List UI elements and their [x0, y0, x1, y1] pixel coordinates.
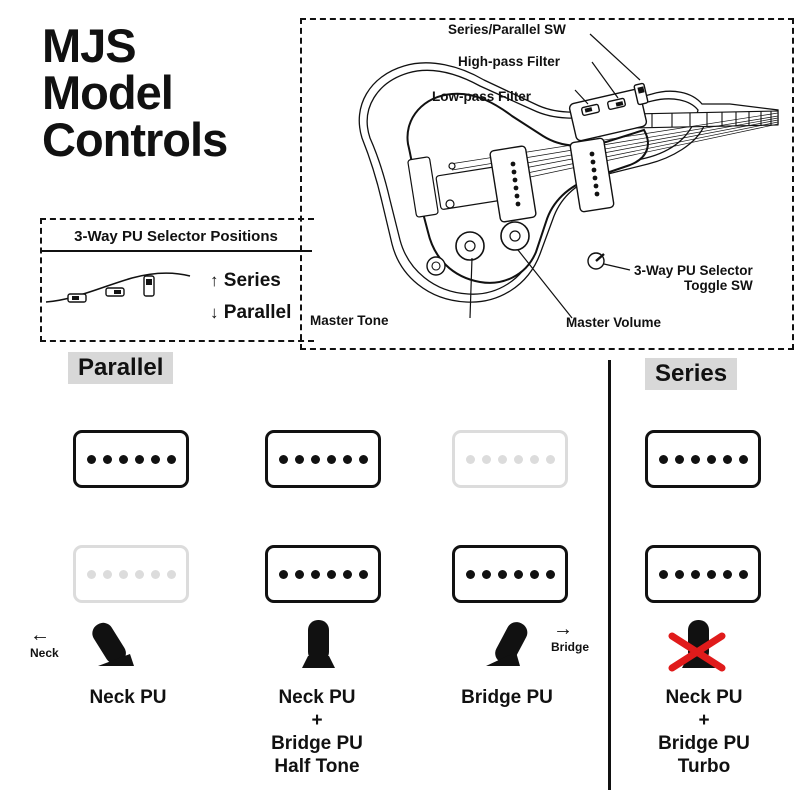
callout-series-parallel-sw: Series/Parallel SW — [448, 22, 566, 37]
legend-series-label: Series — [223, 270, 281, 291]
col-series-turbo-label-line-3: Bridge PU — [658, 733, 750, 754]
pickup-pole — [530, 570, 539, 579]
pickup-pole — [546, 570, 555, 579]
col-series-turbo-neck-pickup — [645, 430, 761, 488]
pickup-pole — [707, 455, 716, 464]
pickup-pole — [343, 455, 352, 464]
callout-low-pass-filter: Low-pass Filter — [432, 89, 532, 104]
pickup-pole — [498, 570, 507, 579]
callout-master-tone: Master Tone — [310, 313, 389, 328]
callout-three-way-selector-line-2: Toggle SW — [684, 278, 753, 293]
legend-underline — [40, 250, 312, 252]
pickup-pole — [119, 455, 128, 464]
pickup-pole — [151, 570, 160, 579]
col-neck-pu-switch-icon — [68, 618, 188, 680]
pickup-pole — [119, 570, 128, 579]
pickup-pole — [167, 455, 176, 464]
col-neck-pu-side-arrow — [30, 624, 50, 647]
callout-three-way-selector-line-1: 3-Way PU Selector — [634, 263, 753, 278]
pickup-pole — [295, 570, 304, 579]
pickup-pole — [659, 455, 668, 464]
pickup-pole — [103, 455, 112, 464]
pickup-pole — [482, 570, 491, 579]
col-series-turbo-label-line-4: Turbo — [677, 756, 731, 777]
col-bridge-pu-side-label: Bridge — [551, 640, 590, 654]
section-divider — [608, 360, 611, 790]
col-neck-pu-side-label: Neck — [30, 646, 59, 660]
col-half-tone-label-line-4: Half Tone — [274, 756, 360, 777]
pickup-pole — [279, 455, 288, 464]
legend-switch-diagram — [44, 262, 204, 322]
col-half-tone-label-line-3: Bridge PU — [271, 733, 363, 754]
col-half-tone-bridge-pickup — [265, 545, 381, 603]
col-half-tone-neck-pickup — [265, 430, 381, 488]
callout-high-pass-filter: High-pass Filter — [458, 54, 561, 69]
col-bridge-pu-bridge-pickup — [452, 545, 568, 603]
col-neck-pu-neck-pickup — [73, 430, 189, 488]
pickup-pole — [295, 455, 304, 464]
pickup-pole — [482, 455, 491, 464]
pickup-pole — [675, 455, 684, 464]
page-title — [42, 19, 342, 166]
arrow-right-icon: → — [553, 618, 573, 640]
pickup-pole — [466, 455, 475, 464]
pickup-pole — [135, 455, 144, 464]
col-series-turbo-label-line-2: + — [698, 710, 710, 731]
pickup-pole — [514, 570, 523, 579]
pickup-pole — [279, 570, 288, 579]
col-series-turbo-label — [619, 686, 789, 778]
legend-parallel-row — [210, 302, 291, 324]
col-half-tone-label-line-1: Neck PU — [278, 687, 356, 708]
pickup-pole — [691, 570, 700, 579]
pickup-pole — [311, 455, 320, 464]
col-bridge-pu-side-arrow — [553, 618, 573, 641]
col-bridge-pu-label-line-1: Bridge PU — [461, 687, 553, 708]
page-title-line-1: MJS — [42, 19, 136, 72]
pickup-pole — [343, 570, 352, 579]
pickup-pole — [151, 455, 160, 464]
arrow-left-icon: ← — [30, 624, 50, 646]
page-title-line-3: Controls — [42, 113, 228, 166]
col-neck-pu-label-line-1: Neck PU — [89, 687, 167, 708]
pickup-pole — [87, 455, 96, 464]
col-neck-pu-bridge-pickup — [73, 545, 189, 603]
pickup-pole — [675, 570, 684, 579]
pickup-pole — [87, 570, 96, 579]
pickup-pole — [530, 455, 539, 464]
pickup-pole — [514, 455, 523, 464]
section-header-series: Series — [645, 358, 737, 390]
pickup-pole — [327, 455, 336, 464]
pickup-pole — [359, 570, 368, 579]
legend-heading: 3-Way PU Selector Positions — [74, 228, 278, 245]
pickup-pole — [311, 570, 320, 579]
pickup-pole — [707, 570, 716, 579]
pickup-pole — [546, 455, 555, 464]
pickup-pole — [359, 455, 368, 464]
pickup-pole — [739, 455, 748, 464]
col-series-turbo-label-line-1: Neck PU — [665, 687, 743, 708]
callout-three-way-selector-toggle-sw — [634, 263, 753, 293]
legend-series-arrow-icon: ↑ — [210, 271, 219, 290]
pickup-pole — [466, 570, 475, 579]
col-bridge-pu-neck-pickup — [452, 430, 568, 488]
section-header-parallel: Parallel — [68, 352, 173, 384]
pickup-pole — [723, 455, 732, 464]
pickup-pole — [691, 455, 700, 464]
pickup-pole — [135, 570, 144, 579]
col-neck-pu-label — [43, 686, 213, 709]
col-series-turbo-switch-icon — [660, 618, 750, 680]
legend-series-row — [210, 270, 281, 292]
col-half-tone-label — [232, 686, 402, 778]
legend-parallel-arrow-icon: ↓ — [210, 303, 219, 322]
pickup-pole — [327, 570, 336, 579]
col-bridge-pu-label — [422, 686, 592, 709]
page-title-line-2: Model — [42, 66, 173, 119]
legend-parallel-label: Parallel — [223, 302, 292, 323]
col-half-tone-switch-icon — [280, 618, 370, 680]
pickup-pole — [659, 570, 668, 579]
pickup-pole — [167, 570, 176, 579]
pickup-pole — [498, 455, 507, 464]
pickup-pole — [739, 570, 748, 579]
col-series-turbo-bridge-pickup — [645, 545, 761, 603]
pickup-pole — [103, 570, 112, 579]
callout-master-volume: Master Volume — [566, 315, 662, 330]
pickup-pole — [723, 570, 732, 579]
col-half-tone-label-line-2: + — [311, 710, 323, 731]
